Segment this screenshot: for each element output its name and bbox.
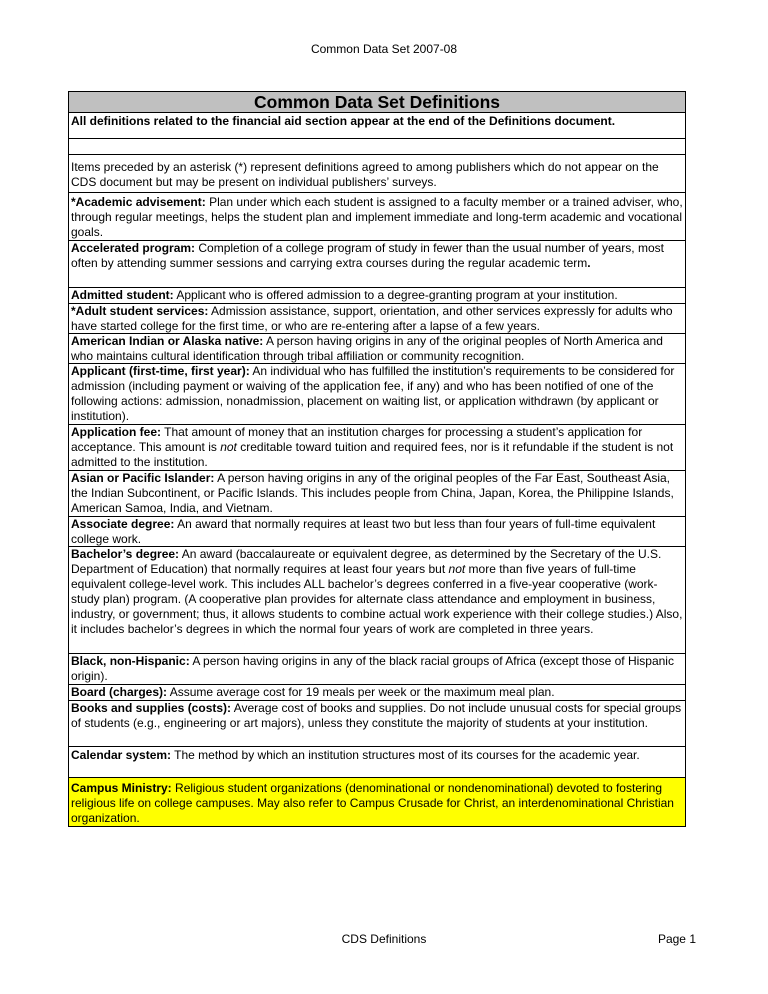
definition-term: Calendar system: [71, 748, 172, 762]
definition-term: Applicant (first-time, first year): [71, 364, 250, 378]
definition-row [69, 685, 685, 701]
definition-text: Completion of a college program of study in fewer than the usual number of years, most often by attending summer sessions and carrying extra courses during the regular academic term [71, 241, 664, 270]
financial-aid-note: All definitions related to the financial aid section appear at the end of the Definitions document. [69, 113, 685, 139]
page-header: Common Data Set 2007-08 [310, 42, 458, 56]
footer-title: CDS Definitions [341, 932, 427, 946]
definition-row [69, 517, 685, 547]
definition-text: A person having origins in any of the original peoples of the Far East, Southeast Asia, the Indian Subcontinent, or Pacific Islands. This includes people from China, Japan, Korea, the Philippine Islands, American Samoa, India, and Vietnam. [71, 471, 674, 515]
definition-trailing: . [587, 256, 591, 270]
definition-row [69, 547, 685, 654]
definition-text: That amount of money that an institution charges for processing a student’s application for acceptance. This amount is [71, 425, 643, 454]
definition-term: Board (charges): [71, 685, 168, 699]
definition-text: A person having origins in any of the original peoples of North America and who maintains cultural identification through tribal affiliation or community recognition. [71, 334, 663, 363]
definition-text: An award that normally requires at least two but less than four years of full-time equivalent college work. [71, 517, 656, 546]
asterisk-note: Items preceded by an asterisk (*) represent definitions agreed to among publishers which do not appear on the CDS document but may be present on individual publishers’ surveys. [69, 155, 685, 193]
definition-row [69, 747, 685, 778]
definition-term: Bachelor’s degree: [71, 547, 180, 561]
definition-text: A person having origins in any of the black racial groups of Africa (except those of Hispanic origin). [71, 654, 674, 683]
definition-row [69, 288, 685, 304]
definition-row [69, 701, 685, 747]
definition-text: An award (baccalaureate or equivalent degree, as determined by the Secretary of the U.S. Department of Education) that normally requires at least four years but [71, 547, 662, 576]
definition-text: Plan under which each student is assigned to a faculty member or a trained adviser, who, through regular meetings, helps the student plan and implement immediate and long-term academic and vocational goals. [71, 195, 683, 239]
table-title: Common Data Set Definitions [69, 92, 685, 113]
definition-term: *Academic advisement: [71, 195, 206, 209]
definition-text: An individual who has fulfilled the institution’s requirements to be considered for admission (including payment or waiving of the application fee, if any) and who has been notified of one of the following actions: admission, nonadmission, placement on waiting list, or application withdrawn (by applicant or institution). [71, 364, 675, 423]
definition-row [69, 304, 685, 334]
definition-term: Books and supplies (costs): [71, 701, 232, 715]
definition-emphasis: not [448, 562, 466, 576]
definition-term: Asian or Pacific Islander: [71, 471, 215, 485]
definition-row [69, 334, 685, 364]
definition-emphasis: not [220, 440, 237, 454]
definitions-table [68, 91, 686, 827]
definition-row [69, 193, 685, 241]
definition-text: Admission assistance, support, orientation, and other services expressly for adults who have started college for the first time, or who are re-entering after a lapse of a few years. [71, 304, 673, 333]
definition-text: Average cost of books and supplies. Do not include unusual costs for special groups of students (e.g., engineering or art majors), unless they constitute the majority of students at your institution. [71, 701, 682, 730]
definition-term: Campus Ministry: [71, 781, 172, 795]
definition-text: Applicant who is offered admission to a degree-granting program at your institution. [173, 288, 618, 302]
definition-row [69, 471, 685, 517]
definition-term: Associate degree: [71, 517, 175, 531]
definition-term: Black, non-Hispanic: [71, 654, 190, 668]
blank-row [69, 139, 685, 155]
definition-term: American Indian or Alaska native: [71, 334, 264, 348]
definition-term: Admitted student: [71, 288, 174, 302]
definition-text: Assume average cost for 19 meals per week or the maximum meal plan. [167, 685, 555, 699]
definition-text: creditable toward tuition and required fees, nor is it refundable if the student is not admitted to the institution. [71, 440, 674, 469]
definition-text: more than five years of full-time equivalent college-level work. This includes ALL bachelor’s degrees conferred in a five-year cooperative (work-study plan) program. (A cooperative plan provides for alternate class attendance and employment in business, industry, or government; thus, it allows students to combine actual work experience with their college studies.) Also, it includes bachelor’s degrees in which the normal four years of work are completed in three years. [71, 562, 683, 636]
page-number: Page 1 [657, 932, 696, 946]
definition-term: Accelerated program: [71, 241, 196, 255]
definition-text: The method by which an institution structures most of its courses for the academic year. [171, 748, 640, 762]
definition-row-highlighted [69, 778, 685, 827]
definition-term: Application fee: [71, 425, 162, 439]
definition-term: *Adult student services: [71, 304, 209, 318]
definition-row [69, 241, 685, 288]
definition-row [69, 425, 685, 471]
definition-text: Religious student organizations (denominational or nondenominational) devoted to fostering religious life on college campuses. May also refer to Campus Crusade for Christ, an interdenominational Christian organization. [71, 781, 674, 825]
definition-row [69, 364, 685, 425]
definition-row [69, 654, 685, 685]
